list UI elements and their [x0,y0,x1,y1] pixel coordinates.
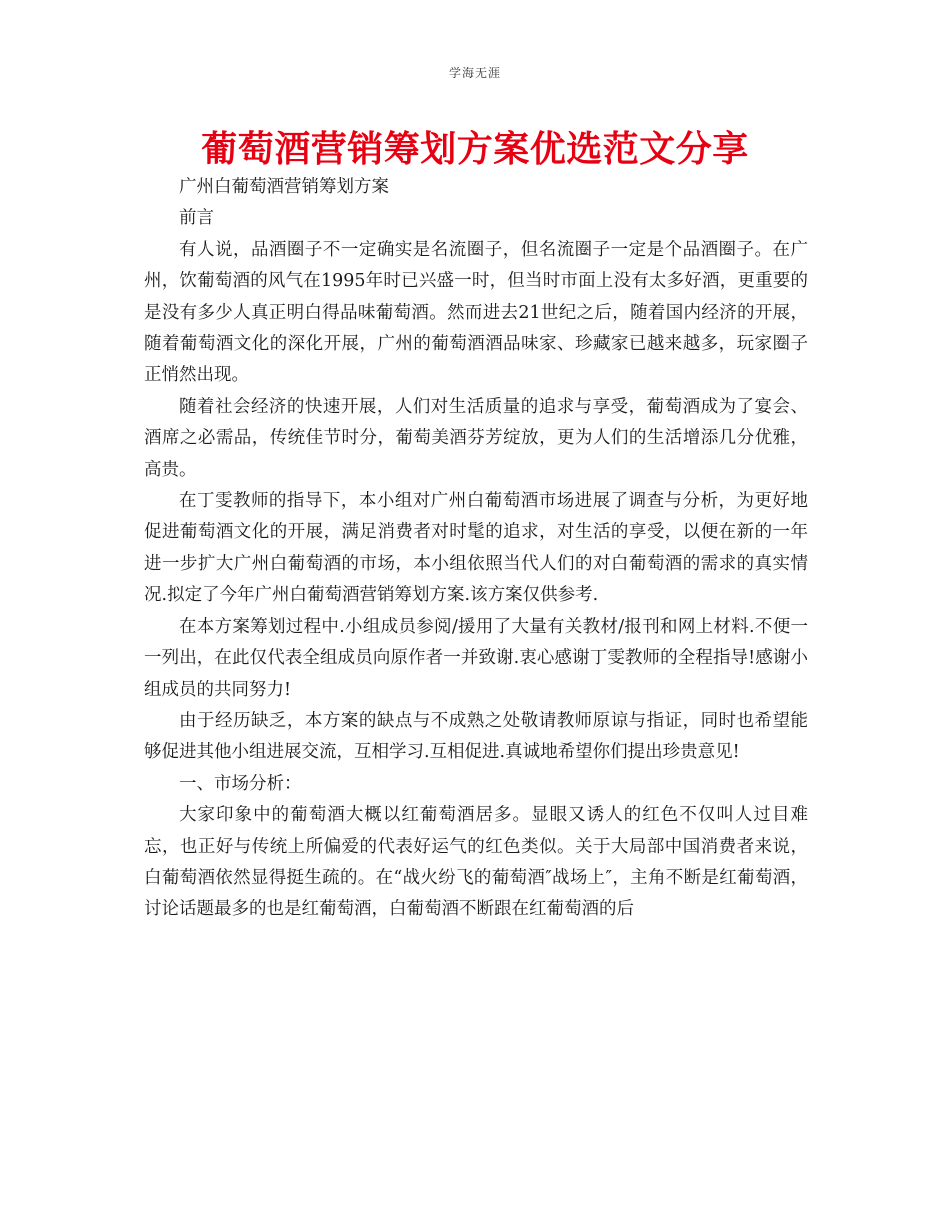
page-header: 学海无涯 [448,66,501,80]
preface-heading: 前言 [179,208,214,229]
body-paragraph: 随着社会经济的快速开展，人们对生活质量的追求与享受，葡萄酒成为了宴会、酒席之必需品，传统佳节时分，葡萄美酒芬芳绽放，更为人们的生活增添几分优雅，高贵。 [144,396,808,480]
subtitle-paragraph: 广州白葡萄酒营销筹划方案 [179,177,389,197]
body-paragraph: 有人说，品酒圈子不一定确实是名流圈子，但名流圈子一定是个品酒圈子。在广州，饮葡萄酒的风气在1995年时已兴盛一时，但当时市面上没有太多好酒，更重要的是没有多少人真正明白得品味葡萄酒。然而进去21世纪之后，随着国内经济的开展，随着葡萄酒文化的深化开展，广州的葡萄酒酒品味家、珍藏家已越来越多，玩家圈子正悄然出现。 [144,239,808,386]
body-paragraph: 大家印象中的葡萄酒大概以红葡萄酒居多。显眼又诱人的红色不仅叫人过目难忘，也正好与传统上所偏爱的代表好运气的红色类似。关于大局部中国消费者来说，白葡萄酒依然显得挺生疏的。在“战火纷飞的葡萄酒″战场上″，主角不断是红葡萄酒，讨论话题最多的也是红葡萄酒，白葡萄酒不断跟在红葡萄酒的后 [144,805,808,920]
body-paragraph: 由于经历缺乏，本方案的缺点与不成熟之处敬请教师原谅与指证，同时也希望能够促进其他小组进展交流，互相学习.互相促进.真诚地希望你们提出珍贵意见! [144,710,808,763]
body-paragraph: 在丁雯教师的指导下，本小组对广州白葡萄酒市场进展了调查与分析，为更好地促进葡萄酒文化的开展，满足消费者对时髦的追求，对生活的享受，以便在新的一年进一步扩大广州白葡萄酒的市场，本小组依照当代人们的对白葡萄酒的需求的真实情况.拟定了今年广州白葡萄酒营销筹划方案.该方案仅供参考. [144,491,808,606]
body-paragraph: 在本方案筹划过程中.小组成员参阅/援用了大量有关教材/报刊和网上材料.不便一一列出，在此仅代表全组成员向原作者一并致谢.衷心感谢丁雯教师的全程指导!感谢小组成员的共同努力! [144,616,808,700]
document-body [144,172,808,926]
section-heading: 一、市场分析： [179,773,302,794]
document-title: 葡萄酒营销筹划方案优选范文分享 [201,129,749,170]
